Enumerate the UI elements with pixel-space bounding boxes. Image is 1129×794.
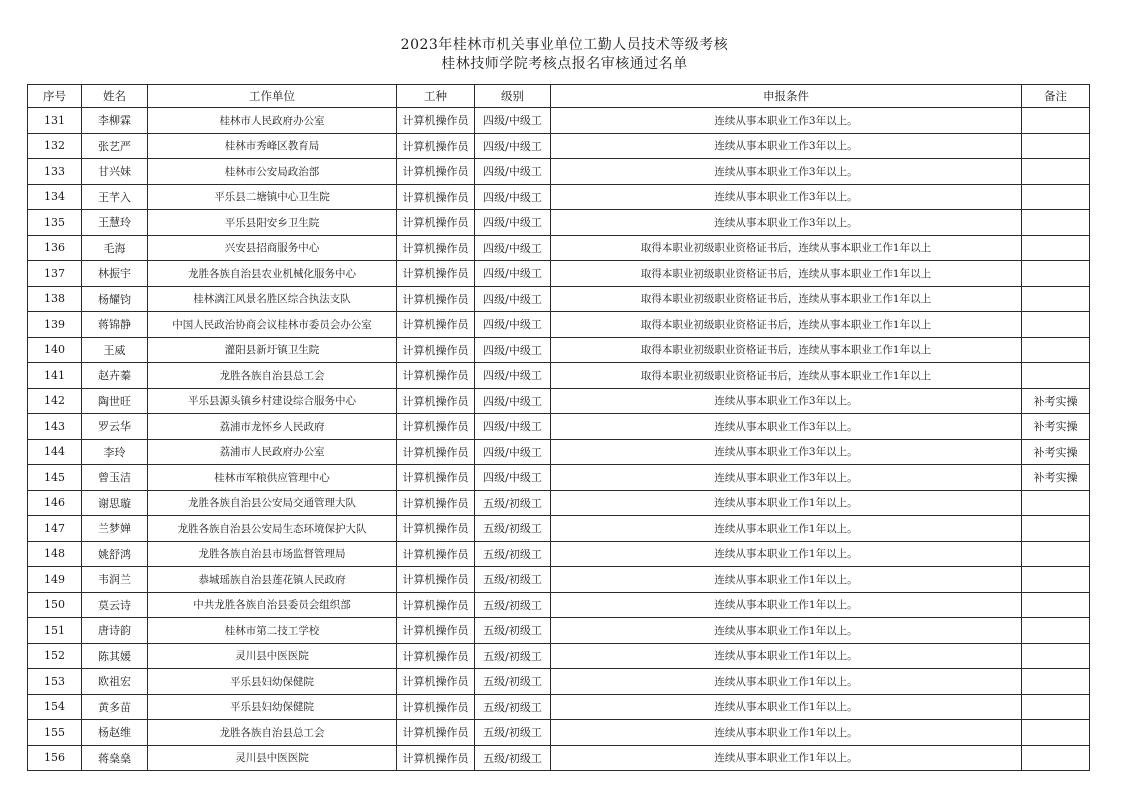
cell-trade: 计算机操作员 bbox=[397, 363, 475, 389]
cell-trade: 计算机操作员 bbox=[397, 312, 475, 338]
cell-seq: 148 bbox=[28, 541, 82, 567]
cell-note bbox=[1022, 286, 1090, 312]
cell-trade: 计算机操作员 bbox=[397, 184, 475, 210]
cell-note bbox=[1022, 133, 1090, 159]
cell-name: 兰梦婵 bbox=[82, 516, 148, 542]
cell-name: 莫云诗 bbox=[82, 592, 148, 618]
cell-seq: 153 bbox=[28, 669, 82, 695]
cell-trade: 计算机操作员 bbox=[397, 261, 475, 287]
cell-trade: 计算机操作员 bbox=[397, 541, 475, 567]
table-row bbox=[28, 516, 1090, 542]
cell-trade: 计算机操作员 bbox=[397, 286, 475, 312]
table-row bbox=[28, 337, 1090, 363]
cell-seq: 137 bbox=[28, 261, 82, 287]
cell-trade: 计算机操作员 bbox=[397, 618, 475, 644]
cell-level: 五级/初级工 bbox=[475, 745, 551, 771]
cell-unit: 桂林漓江风景名胜区综合执法支队 bbox=[148, 286, 397, 312]
cell-level: 四级/中级工 bbox=[475, 414, 551, 440]
cell-level: 四级/中级工 bbox=[475, 439, 551, 465]
cell-level: 四级/中级工 bbox=[475, 108, 551, 134]
cell-trade: 计算机操作员 bbox=[397, 720, 475, 746]
cell-condition: 取得本职业初级职业资格证书后，连续从事本职业工作1年以上 bbox=[551, 337, 1022, 363]
cell-name: 甘兴妹 bbox=[82, 159, 148, 185]
cell-seq: 144 bbox=[28, 439, 82, 465]
cell-note bbox=[1022, 337, 1090, 363]
cell-condition: 连续从事本职业工作3年以上。 bbox=[551, 159, 1022, 185]
cell-level: 五级/初级工 bbox=[475, 694, 551, 720]
cell-seq: 151 bbox=[28, 618, 82, 644]
cell-name: 王慧玲 bbox=[82, 210, 148, 236]
cell-condition: 连续从事本职业工作1年以上。 bbox=[551, 541, 1022, 567]
cell-note bbox=[1022, 210, 1090, 236]
cell-seq: 131 bbox=[28, 108, 82, 134]
cell-name: 杨赵维 bbox=[82, 720, 148, 746]
cell-note bbox=[1022, 669, 1090, 695]
cell-condition: 取得本职业初级职业资格证书后，连续从事本职业工作1年以上 bbox=[551, 286, 1022, 312]
table-row bbox=[28, 108, 1090, 134]
cell-seq: 138 bbox=[28, 286, 82, 312]
table-row bbox=[28, 159, 1090, 185]
document-title-block bbox=[0, 36, 1129, 74]
cell-condition: 连续从事本职业工作1年以上。 bbox=[551, 490, 1022, 516]
cell-note bbox=[1022, 312, 1090, 338]
cell-seq: 145 bbox=[28, 465, 82, 491]
cell-unit: 荔浦市龙怀乡人民政府 bbox=[148, 414, 397, 440]
cell-name: 毛海 bbox=[82, 235, 148, 261]
cell-note: 补考实操 bbox=[1022, 439, 1090, 465]
cell-unit: 灌阳县新圩镇卫生院 bbox=[148, 337, 397, 363]
table-row bbox=[28, 210, 1090, 236]
table-row bbox=[28, 133, 1090, 159]
cell-unit: 灵川县中医医院 bbox=[148, 745, 397, 771]
cell-unit: 桂林市秀峰区教育局 bbox=[148, 133, 397, 159]
cell-unit: 龙胜各族自治县公安局生态环境保护大队 bbox=[148, 516, 397, 542]
cell-note: 补考实操 bbox=[1022, 465, 1090, 491]
cell-seq: 139 bbox=[28, 312, 82, 338]
cell-note bbox=[1022, 720, 1090, 746]
cell-note bbox=[1022, 567, 1090, 593]
cell-name: 李玲 bbox=[82, 439, 148, 465]
cell-level: 四级/中级工 bbox=[475, 184, 551, 210]
cell-trade: 计算机操作员 bbox=[397, 745, 475, 771]
cell-level: 四级/中级工 bbox=[475, 337, 551, 363]
cell-trade: 计算机操作员 bbox=[397, 592, 475, 618]
cell-note bbox=[1022, 363, 1090, 389]
cell-note bbox=[1022, 541, 1090, 567]
cell-note bbox=[1022, 490, 1090, 516]
cell-level: 五级/初级工 bbox=[475, 567, 551, 593]
cell-seq: 154 bbox=[28, 694, 82, 720]
cell-unit: 平乐县妇幼保健院 bbox=[148, 694, 397, 720]
cell-name: 李柳霖 bbox=[82, 108, 148, 134]
cell-name: 林振宇 bbox=[82, 261, 148, 287]
cell-name: 姚舒鸿 bbox=[82, 541, 148, 567]
cell-note bbox=[1022, 184, 1090, 210]
header-trade: 工种 bbox=[397, 85, 475, 108]
cell-trade: 计算机操作员 bbox=[397, 669, 475, 695]
cell-trade: 计算机操作员 bbox=[397, 133, 475, 159]
cell-condition: 取得本职业初级职业资格证书后，连续从事本职业工作1年以上 bbox=[551, 261, 1022, 287]
table-row bbox=[28, 567, 1090, 593]
cell-condition: 连续从事本职业工作3年以上。 bbox=[551, 133, 1022, 159]
cell-condition: 连续从事本职业工作3年以上。 bbox=[551, 414, 1022, 440]
cell-unit: 龙胜各族自治县市场监督管理局 bbox=[148, 541, 397, 567]
cell-condition: 连续从事本职业工作3年以上。 bbox=[551, 439, 1022, 465]
cell-level: 五级/初级工 bbox=[475, 643, 551, 669]
cell-trade: 计算机操作员 bbox=[397, 159, 475, 185]
cell-level: 四级/中级工 bbox=[475, 465, 551, 491]
cell-name: 唐诗韵 bbox=[82, 618, 148, 644]
cell-name: 曾玉洁 bbox=[82, 465, 148, 491]
cell-level: 四级/中级工 bbox=[475, 388, 551, 414]
table-row bbox=[28, 669, 1090, 695]
table-row bbox=[28, 414, 1090, 440]
cell-level: 五级/初级工 bbox=[475, 669, 551, 695]
cell-note: 补考实操 bbox=[1022, 388, 1090, 414]
cell-trade: 计算机操作员 bbox=[397, 567, 475, 593]
cell-note bbox=[1022, 618, 1090, 644]
cell-name: 欧祖宏 bbox=[82, 669, 148, 695]
cell-condition: 连续从事本职业工作1年以上。 bbox=[551, 567, 1022, 593]
cell-name: 谢思璇 bbox=[82, 490, 148, 516]
cell-trade: 计算机操作员 bbox=[397, 439, 475, 465]
cell-seq: 155 bbox=[28, 720, 82, 746]
cell-seq: 152 bbox=[28, 643, 82, 669]
table-row bbox=[28, 184, 1090, 210]
cell-level: 五级/初级工 bbox=[475, 720, 551, 746]
cell-condition: 连续从事本职业工作1年以上。 bbox=[551, 720, 1022, 746]
cell-seq: 140 bbox=[28, 337, 82, 363]
cell-condition: 连续从事本职业工作1年以上。 bbox=[551, 516, 1022, 542]
cell-condition: 连续从事本职业工作3年以上。 bbox=[551, 465, 1022, 491]
cell-name: 陈其媛 bbox=[82, 643, 148, 669]
cell-seq: 134 bbox=[28, 184, 82, 210]
cell-trade: 计算机操作员 bbox=[397, 108, 475, 134]
cell-unit: 荔浦市人民政府办公室 bbox=[148, 439, 397, 465]
table-row bbox=[28, 261, 1090, 287]
cell-name: 张艺严 bbox=[82, 133, 148, 159]
cell-unit: 桂林市公安局政治部 bbox=[148, 159, 397, 185]
cell-unit: 平乐县阳安乡卫生院 bbox=[148, 210, 397, 236]
approved-list-table bbox=[27, 84, 1090, 771]
document-title: 2023年桂林市机关事业单位工勤人员技术等级考核 bbox=[400, 37, 729, 53]
cell-seq: 133 bbox=[28, 159, 82, 185]
cell-note bbox=[1022, 261, 1090, 287]
table-row bbox=[28, 363, 1090, 389]
cell-unit: 龙胜各族自治县总工会 bbox=[148, 363, 397, 389]
cell-seq: 132 bbox=[28, 133, 82, 159]
table-row bbox=[28, 388, 1090, 414]
table-row bbox=[28, 745, 1090, 771]
cell-seq: 136 bbox=[28, 235, 82, 261]
table-row bbox=[28, 465, 1090, 491]
header-level: 级别 bbox=[475, 85, 551, 108]
cell-unit: 中国人民政治协商会议桂林市委员会办公室 bbox=[148, 312, 397, 338]
table-row bbox=[28, 720, 1090, 746]
cell-seq: 142 bbox=[28, 388, 82, 414]
cell-note bbox=[1022, 745, 1090, 771]
header-name: 姓名 bbox=[82, 85, 148, 108]
cell-name: 王芊入 bbox=[82, 184, 148, 210]
cell-name: 黄多苗 bbox=[82, 694, 148, 720]
cell-trade: 计算机操作员 bbox=[397, 210, 475, 236]
cell-level: 四级/中级工 bbox=[475, 261, 551, 287]
header-note: 备注 bbox=[1022, 85, 1090, 108]
cell-condition: 连续从事本职业工作3年以上。 bbox=[551, 210, 1022, 236]
cell-condition: 取得本职业初级职业资格证书后，连续从事本职业工作1年以上 bbox=[551, 363, 1022, 389]
cell-condition: 连续从事本职业工作1年以上。 bbox=[551, 745, 1022, 771]
cell-condition: 连续从事本职业工作1年以上。 bbox=[551, 643, 1022, 669]
cell-level: 五级/初级工 bbox=[475, 592, 551, 618]
cell-level: 四级/中级工 bbox=[475, 363, 551, 389]
cell-level: 四级/中级工 bbox=[475, 133, 551, 159]
cell-level: 四级/中级工 bbox=[475, 286, 551, 312]
cell-level: 四级/中级工 bbox=[475, 159, 551, 185]
cell-seq: 135 bbox=[28, 210, 82, 236]
cell-level: 五级/初级工 bbox=[475, 516, 551, 542]
table-row bbox=[28, 694, 1090, 720]
table-row bbox=[28, 235, 1090, 261]
cell-level: 四级/中级工 bbox=[475, 210, 551, 236]
cell-level: 五级/初级工 bbox=[475, 618, 551, 644]
cell-seq: 146 bbox=[28, 490, 82, 516]
table-row bbox=[28, 490, 1090, 516]
cell-note: 补考实操 bbox=[1022, 414, 1090, 440]
cell-name: 蒋锦静 bbox=[82, 312, 148, 338]
table-row bbox=[28, 312, 1090, 338]
table-row bbox=[28, 592, 1090, 618]
cell-trade: 计算机操作员 bbox=[397, 235, 475, 261]
cell-seq: 143 bbox=[28, 414, 82, 440]
cell-condition: 取得本职业初级职业资格证书后，连续从事本职业工作1年以上 bbox=[551, 312, 1022, 338]
cell-unit: 灵川县中医医院 bbox=[148, 643, 397, 669]
table-body bbox=[28, 108, 1090, 771]
header-condition: 申报条件 bbox=[551, 85, 1022, 108]
cell-unit: 兴安县招商服务中心 bbox=[148, 235, 397, 261]
cell-condition: 连续从事本职业工作1年以上。 bbox=[551, 618, 1022, 644]
cell-note bbox=[1022, 592, 1090, 618]
cell-condition: 连续从事本职业工作1年以上。 bbox=[551, 669, 1022, 695]
table-row bbox=[28, 286, 1090, 312]
cell-unit: 桂林市军粮供应管理中心 bbox=[148, 465, 397, 491]
cell-note bbox=[1022, 235, 1090, 261]
cell-note bbox=[1022, 694, 1090, 720]
table-header-row bbox=[28, 85, 1090, 108]
cell-note bbox=[1022, 643, 1090, 669]
cell-trade: 计算机操作员 bbox=[397, 465, 475, 491]
cell-trade: 计算机操作员 bbox=[397, 643, 475, 669]
cell-condition: 连续从事本职业工作1年以上。 bbox=[551, 592, 1022, 618]
cell-name: 王威 bbox=[82, 337, 148, 363]
cell-seq: 150 bbox=[28, 592, 82, 618]
cell-trade: 计算机操作员 bbox=[397, 414, 475, 440]
cell-trade: 计算机操作员 bbox=[397, 694, 475, 720]
cell-name: 杨耀钧 bbox=[82, 286, 148, 312]
cell-unit: 中共龙胜各族自治县委员会组织部 bbox=[148, 592, 397, 618]
cell-condition: 连续从事本职业工作3年以上。 bbox=[551, 108, 1022, 134]
document-subtitle: 桂林技师学院考核点报名审核通过名单 bbox=[441, 56, 688, 72]
cell-level: 四级/中级工 bbox=[475, 312, 551, 338]
cell-unit: 龙胜各族自治县农业机械化服务中心 bbox=[148, 261, 397, 287]
cell-seq: 141 bbox=[28, 363, 82, 389]
cell-note bbox=[1022, 516, 1090, 542]
cell-seq: 149 bbox=[28, 567, 82, 593]
cell-condition: 连续从事本职业工作3年以上。 bbox=[551, 184, 1022, 210]
cell-note bbox=[1022, 108, 1090, 134]
header-unit: 工作单位 bbox=[148, 85, 397, 108]
table-row bbox=[28, 643, 1090, 669]
cell-unit: 龙胜各族自治县总工会 bbox=[148, 720, 397, 746]
cell-condition: 连续从事本职业工作1年以上。 bbox=[551, 694, 1022, 720]
cell-trade: 计算机操作员 bbox=[397, 337, 475, 363]
cell-unit: 龙胜各族自治县公安局交通管理大队 bbox=[148, 490, 397, 516]
cell-name: 陶世旺 bbox=[82, 388, 148, 414]
cell-unit: 桂林市人民政府办公室 bbox=[148, 108, 397, 134]
cell-condition: 取得本职业初级职业资格证书后，连续从事本职业工作1年以上 bbox=[551, 235, 1022, 261]
table-row bbox=[28, 618, 1090, 644]
cell-unit: 恭城瑶族自治县莲花镇人民政府 bbox=[148, 567, 397, 593]
cell-seq: 147 bbox=[28, 516, 82, 542]
cell-condition: 连续从事本职业工作3年以上。 bbox=[551, 388, 1022, 414]
cell-name: 罗云华 bbox=[82, 414, 148, 440]
cell-seq: 156 bbox=[28, 745, 82, 771]
cell-level: 五级/初级工 bbox=[475, 490, 551, 516]
table-row bbox=[28, 541, 1090, 567]
cell-name: 蒋燊燊 bbox=[82, 745, 148, 771]
cell-unit: 桂林市第二技工学校 bbox=[148, 618, 397, 644]
header-seq: 序号 bbox=[28, 85, 82, 108]
cell-note bbox=[1022, 159, 1090, 185]
cell-trade: 计算机操作员 bbox=[397, 516, 475, 542]
cell-level: 四级/中级工 bbox=[475, 235, 551, 261]
table-row bbox=[28, 439, 1090, 465]
cell-unit: 平乐县妇幼保健院 bbox=[148, 669, 397, 695]
cell-name: 韦润兰 bbox=[82, 567, 148, 593]
cell-level: 五级/初级工 bbox=[475, 541, 551, 567]
cell-unit: 平乐县源头镇乡村建设综合服务中心 bbox=[148, 388, 397, 414]
cell-name: 赵卉蓁 bbox=[82, 363, 148, 389]
cell-trade: 计算机操作员 bbox=[397, 490, 475, 516]
cell-trade: 计算机操作员 bbox=[397, 388, 475, 414]
cell-unit: 平乐县二塘镇中心卫生院 bbox=[148, 184, 397, 210]
